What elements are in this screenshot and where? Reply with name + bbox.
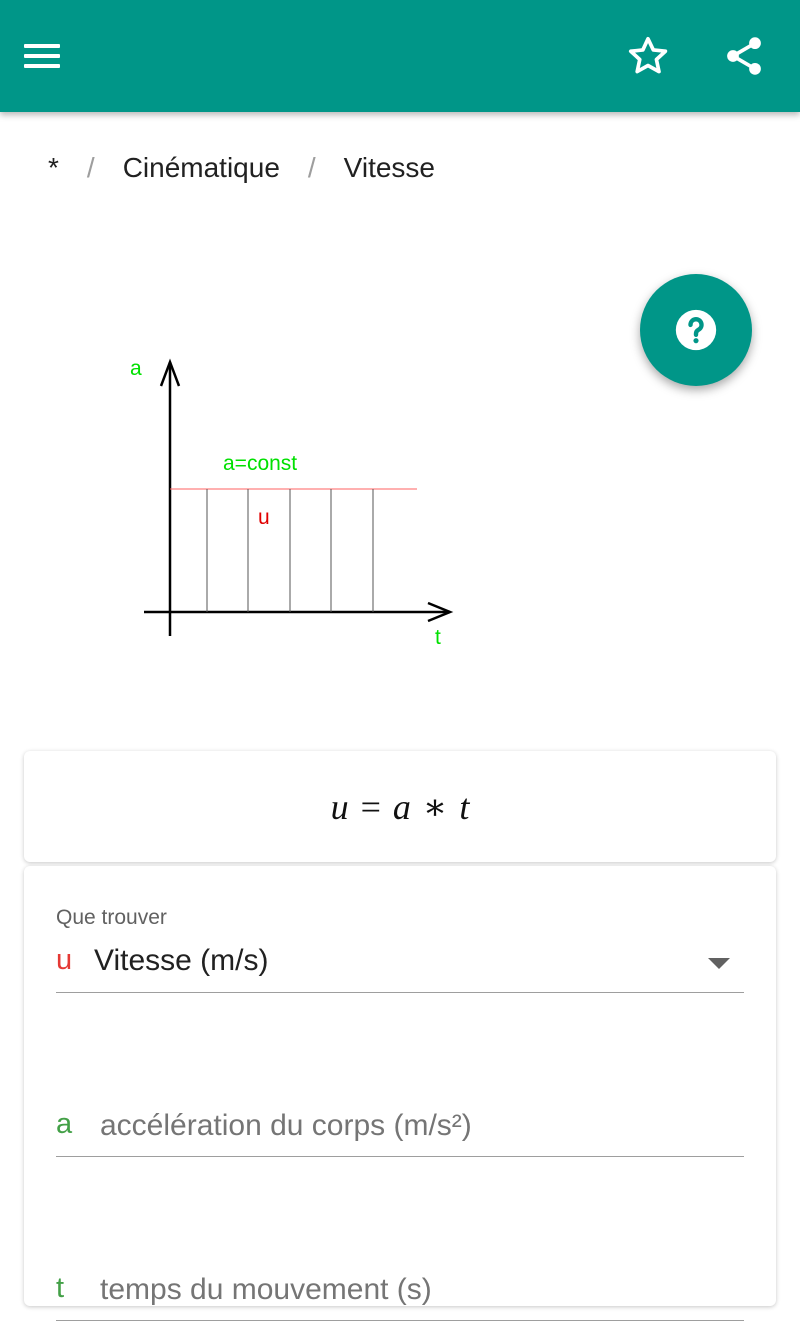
formula-equals: = <box>360 786 381 827</box>
breadcrumb-current: Vitesse <box>343 152 435 183</box>
x-axis-label: t <box>435 626 441 649</box>
acceleration-input[interactable] <box>100 1104 720 1148</box>
find-symbol: u <box>56 944 73 976</box>
favorite-button[interactable] <box>620 28 676 84</box>
formula-lhs: u <box>330 786 349 827</box>
help-icon <box>674 308 718 352</box>
time-input[interactable] <box>100 1268 720 1312</box>
dropdown-caret-icon <box>708 958 730 969</box>
find-select[interactable] <box>56 938 744 993</box>
formula <box>331 786 470 828</box>
acceleration-field <box>56 1100 744 1157</box>
breadcrumb <box>48 146 435 190</box>
breadcrumb-kinematics[interactable]: Cinématique <box>122 152 280 183</box>
share-button[interactable] <box>716 28 772 84</box>
area-label: u <box>258 506 270 529</box>
breadcrumb-separator: / <box>307 152 316 183</box>
breadcrumb-separator: / <box>86 152 95 183</box>
share-icon <box>722 34 766 78</box>
formula-term-a: a <box>392 786 411 827</box>
formula-multiply: ∗ <box>422 786 448 827</box>
formula-term-t: t <box>459 786 470 827</box>
menu-button[interactable] <box>24 32 88 80</box>
breadcrumb-root[interactable]: * <box>48 152 59 183</box>
star-outline-icon <box>626 34 670 78</box>
find-value: Vitesse (m/s) <box>94 944 269 977</box>
y-axis-label: a <box>130 357 142 380</box>
time-field <box>56 1264 744 1321</box>
app-bar <box>0 0 800 112</box>
const-label: a=const <box>223 452 298 475</box>
acceleration-symbol: a <box>56 1108 73 1140</box>
formula-card <box>24 751 776 862</box>
find-label: Que trouver <box>56 906 167 929</box>
input-card <box>24 866 776 1306</box>
acceleration-time-diagram <box>110 340 470 660</box>
time-symbol: t <box>56 1272 65 1304</box>
menu-icon <box>24 38 60 74</box>
help-button[interactable] <box>640 274 752 386</box>
